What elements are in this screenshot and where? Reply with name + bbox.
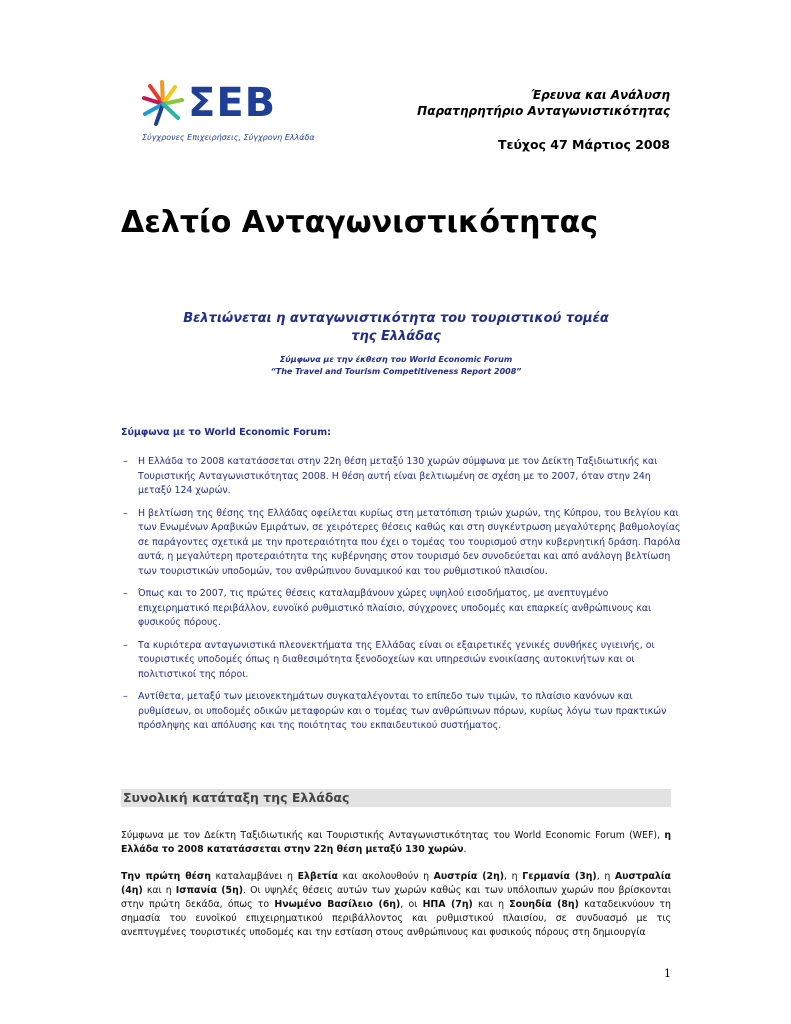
para2-t9: καταδεικνύουν τη σημασία του ευνοϊκού επιχειρηματικού περιβάλλοντος και ρυθμιστικού πλαισίου, σε συνδυασμό με τις ανεπτυγμένες τουριστικές υποδομές και την εστίαση στους ανθρώπινους και φυσικούς πόρους στη δημιουργία <box>121 899 672 938</box>
header-line-research: Έρευνα και Ανάλυση <box>530 88 670 102</box>
para2-t8: και η <box>472 899 510 910</box>
para2-b9: Σουηδία (8η) <box>509 899 579 910</box>
logo-text: ΣΕΒ <box>188 80 277 126</box>
para2-t4: , η <box>596 871 615 882</box>
para2-t5: και η <box>142 885 176 896</box>
list-item: – Η βελτίωση της θέσης της Ελλάδας οφείλεται κυρίως στη μετατόπιση τριών χωρών, της Κύπρου, του Βελγίου και των Ενωμένων Αραβικών Εμιράτων, σε χειρότερες θέσεις καθώς και στη συγκέντρωση μεγαλύτερης βαθμολογίας σε παράγοντες σχετικά με την προτεραιότητα που έχει ο τομέας του τουρισμού στην κυβερνητική δράση. Παρόλα αυτά, η μεγαλύτερη προτεραιότητα της κυβέρνησης στον τουρισμό δεν συνοδεύεται και από ανάλογη βελτίωση των τουριστικών υποδομών, του ανθρώπινου δυναμικού και του ρυθμιστικού πλαισίου. <box>121 507 681 580</box>
page-title: Δελτίο Ανταγωνιστικότητας <box>121 205 598 240</box>
para2-b2: Ελβετία <box>297 871 338 882</box>
para2-b6: Ισπανία (5η) <box>175 885 244 896</box>
source-line-1: Σύμφωνα με την έκθεση του World Economic Forum <box>279 355 513 364</box>
subtitle-line-1: Βελτιώνεται η ανταγωνιστικότητα του τουριστικού τομέα <box>183 311 609 326</box>
logo-tagline: Σύγχρονες Επιχειρήσεις, Σύγχρονη Ελλάδα <box>142 133 315 142</box>
subtitle-line-2: της Ελλάδας <box>351 329 441 344</box>
para2-b4: Γερμανία (3η) <box>522 871 597 882</box>
paragraph-top-countries <box>121 870 671 940</box>
para2-b3: Αυστρία (2η) <box>433 871 505 882</box>
para2-t7: , οι <box>400 899 423 910</box>
section-heading <box>121 789 671 807</box>
para1-end: . <box>463 844 467 855</box>
para2-b1: Την πρώτη θέση <box>121 871 211 882</box>
para2-t2: και ακολουθούν η <box>337 871 434 882</box>
starburst-logo-icon <box>140 78 186 128</box>
para1-text: Σύμφωνα με τον Δείκτη Ταξιδιωτικής και Τουριστικής Ανταγωνιστικότητας του World Economic Forum (WEF), <box>121 830 665 841</box>
page-number: 1 <box>664 967 671 980</box>
issue-date: Τεύχος 47 Μάρτιος 2008 <box>497 137 670 152</box>
section-heading-text: Συνολική κατάταξη της Ελλάδας <box>123 790 350 805</box>
list-item: – Η Ελλάδα το 2008 κατατάσσεται στην 22η θέση μεταξύ 130 χωρών σύμφωνα με τον Δείκτη Ταξιδιωτικής και Τουριστικής Ανταγωνιστικότητας 2008. Η θέση αυτή είναι βελτιωμένη σε σχέση με το 2007, όταν στην 24η μεταξύ 124 χωρών. <box>121 455 681 499</box>
paragraph-overall-rank <box>121 829 671 857</box>
para2-b8: ΗΠΑ (7η) <box>422 899 473 910</box>
para2-t1: καταλαμβάνει η <box>210 871 298 882</box>
wef-heading: Σύμφωνα με το World Economic Forum: <box>121 427 331 438</box>
list-item: – Όπως και το 2007, τις πρώτες θέσεις καταλαμβάνουν χώρες υψηλού εισοδήματος, με ανεπτυγμένο επιχειρηματικό περιβάλλον, ευνοϊκό ρυθμιστικό πλαίσιο, σύγχρονες υποδομές και επαρκείς ανθρώπινους και φυσικούς πόρους. <box>121 587 681 631</box>
source-line-2: “The Travel and Tourism Competitiveness Report 2008” <box>270 367 522 376</box>
header-line-observatory: Παρατηρητήριο Ανταγωνιστικότητας <box>417 104 670 118</box>
seb-logo <box>140 78 320 148</box>
para2-t6: . Οι υψηλές θέσεις αυτών των χωρών καθώς και των υπόλοιπων χωρών που βρίσκονται στην πρώτη δεκάδα, όπως το <box>121 885 671 910</box>
list-item: – Τα κυριότερα ανταγωνιστικά πλεονεκτήματα της Ελλάδας είναι οι εξαιρετικές γενικές συνθήκες υγιεινής, οι τουριστικές υποδομές όπως η διαθεσιμότητα ξενοδοχείων και υπηρεσιών ενοικίασης αυτοκινήτων και οι πολιτιστικοί της πόροι. <box>121 639 681 683</box>
para2-b7: Ηνωμένο Βασίλειο (6η) <box>274 899 401 910</box>
para2-t3: , η <box>504 871 523 882</box>
list-item: – Αντίθετα, μεταξύ των μειονεκτημάτων συγκαταλέγονται το επίπεδο των τιμών, το πλαίσιο κανόνων και ρυθμίσεων, οι υποδομές οδικών μεταφορών και ο τομέας των ανθρώπινων πόρων, κυρίως λόγω των πρακτικών πρόσληψης και απόλυσης και της ποιότητας του εκπαιδευτικού συστήματος. <box>121 690 681 734</box>
para2-b5: Αυστραλία (4η) <box>121 871 671 896</box>
para1-bold: η Ελλάδα το 2008 κατατάσσεται στην 22η θέση μεταξύ 130 χωρών <box>121 830 671 855</box>
findings-list <box>121 455 681 742</box>
